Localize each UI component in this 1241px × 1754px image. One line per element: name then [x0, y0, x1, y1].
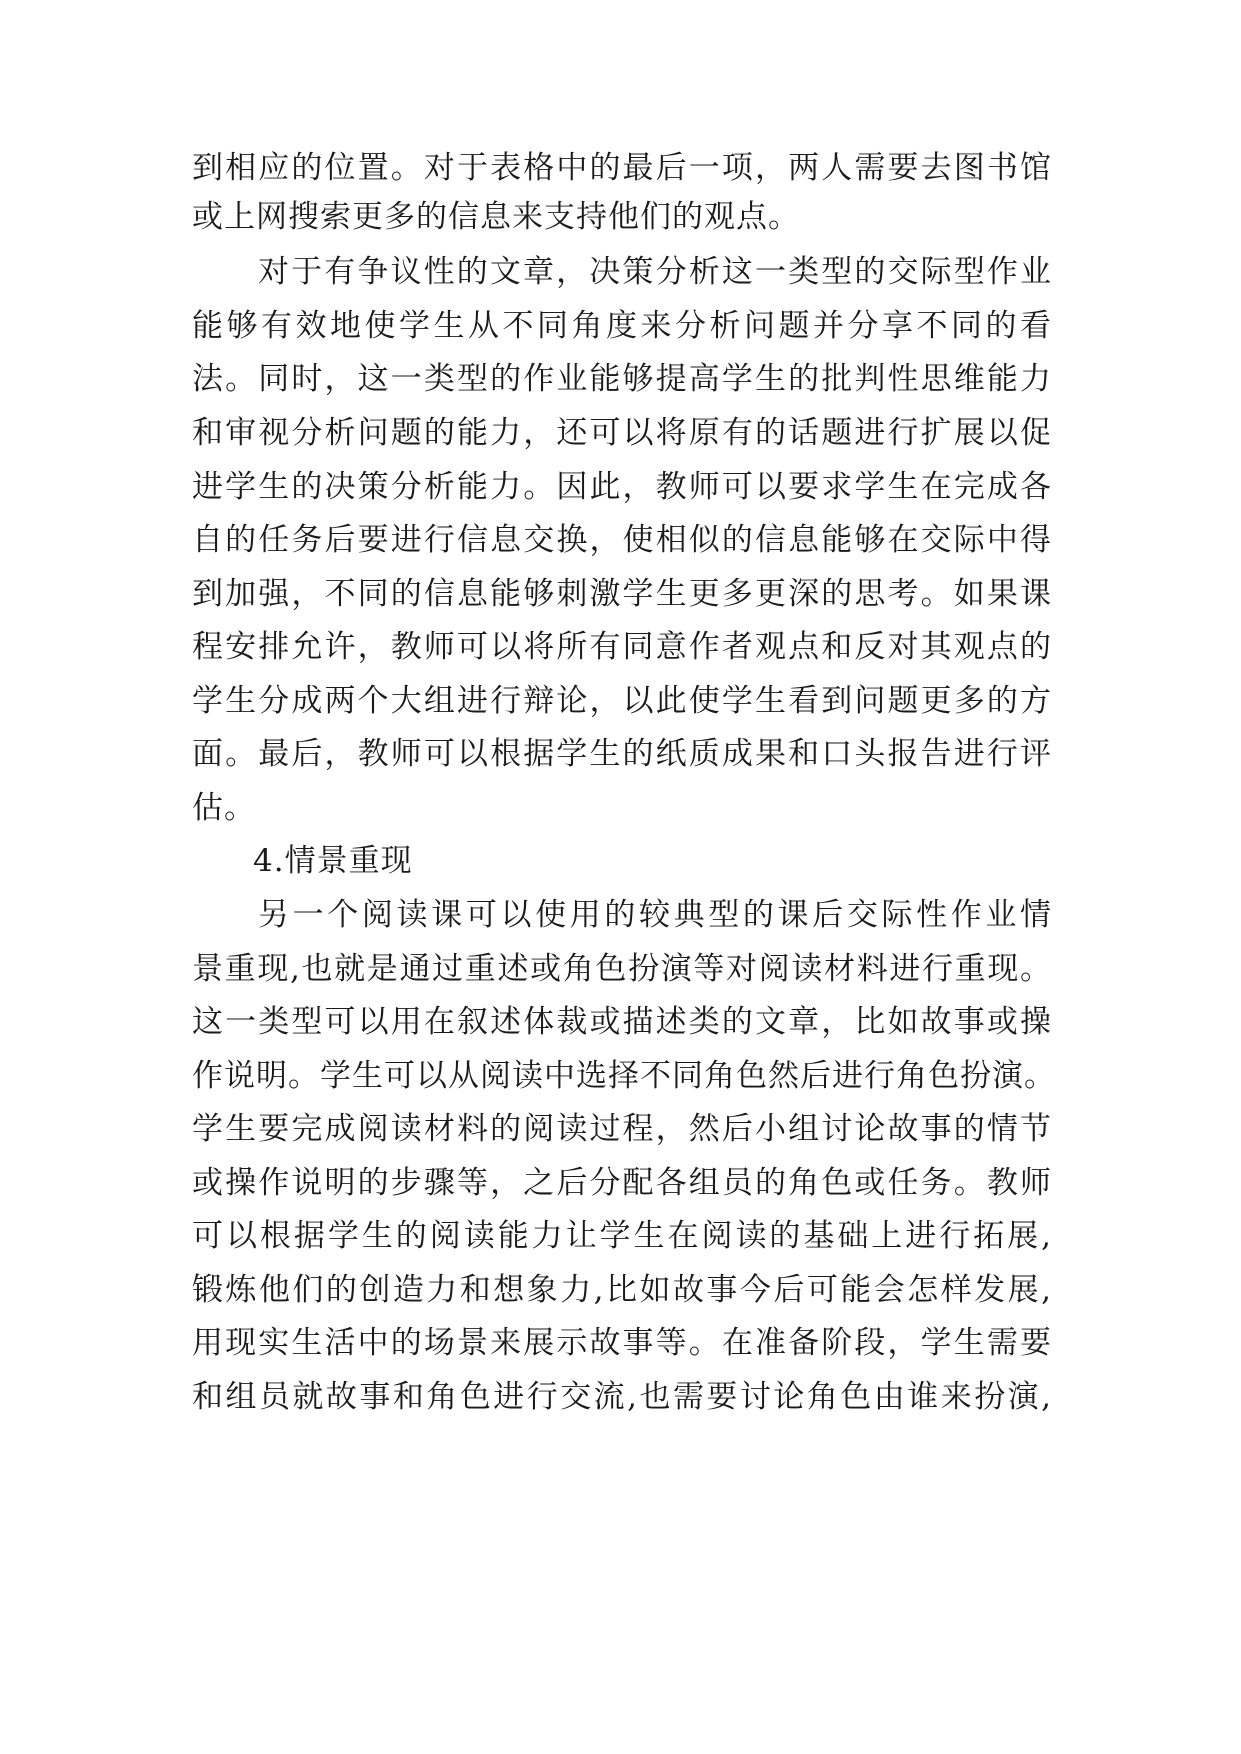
text-line: 可以根据学生的阅读能力让学生在阅读的基础上进行拓展, [192, 1218, 1052, 1254]
text-line: 能够有效地使学生从不同角度来分析问题并分享不同的看 [192, 308, 1052, 344]
text-line: 到加强，不同的信息能够刺激学生更多更深的思考。如果课 [192, 576, 1052, 612]
text-line: 和审视分析问题的能力，还可以将原有的话题进行扩展以促 [192, 415, 1052, 451]
section-heading: 4.情景重现 [253, 843, 413, 879]
text-line: 程安排允许，教师可以将所有同意作者观点和反对其观点的 [192, 629, 1052, 665]
text-line: 或操作说明的步骤等，之后分配各组员的角色或任务。教师 [192, 1165, 1052, 1201]
paragraph-start-line: 另一个阅读课可以使用的较典型的课后交际性作业情 [258, 897, 1052, 933]
text-line: 作说明。学生可以从阅读中选择不同角色然后进行角色扮演。 [192, 1058, 1056, 1094]
text-line: 法。同时，这一类型的作业能够提高学生的批判性思维能力 [192, 361, 1052, 397]
text-line: 面。最后，教师可以根据学生的纸质成果和口头报告进行评 [192, 736, 1052, 772]
text-line: 这一类型可以用在叙述体裁或描述类的文章，比如故事或操 [192, 1004, 1052, 1040]
text-line: 和组员就故事和角色进行交流,也需要讨论角色由谁来扮演, [192, 1379, 1052, 1415]
text-line: 学生要完成阅读材料的阅读过程，然后小组讨论故事的情节 [192, 1111, 1052, 1147]
text-line: 自的任务后要进行信息交换，使相似的信息能够在交际中得 [192, 522, 1052, 558]
text-line: 进学生的决策分析能力。因此，教师可以要求学生在完成各 [192, 469, 1052, 505]
paragraph-start-line: 对于有争议性的文章，决策分析这一类型的交际型作业 [258, 254, 1052, 290]
text-line: 估。 [192, 790, 256, 826]
text-line: 到相应的位置。对于表格中的最后一项，两人需要去图书馆 [192, 150, 1052, 186]
text-line: 锻炼他们的创造力和想象力,比如故事今后可能会怎样发展, [192, 1272, 1052, 1308]
text-line: 景重现,也就是通过重述或角色扮演等对阅读材料进行重现。 [192, 951, 1052, 987]
text-line: 学生分成两个大组进行辩论，以此使学生看到问题更多的方 [192, 683, 1052, 719]
text-line: 用现实生活中的场景来展示故事等。在准备阶段，学生需要 [192, 1325, 1052, 1361]
text-line: 或上网搜索更多的信息来支持他们的观点。 [192, 199, 800, 235]
